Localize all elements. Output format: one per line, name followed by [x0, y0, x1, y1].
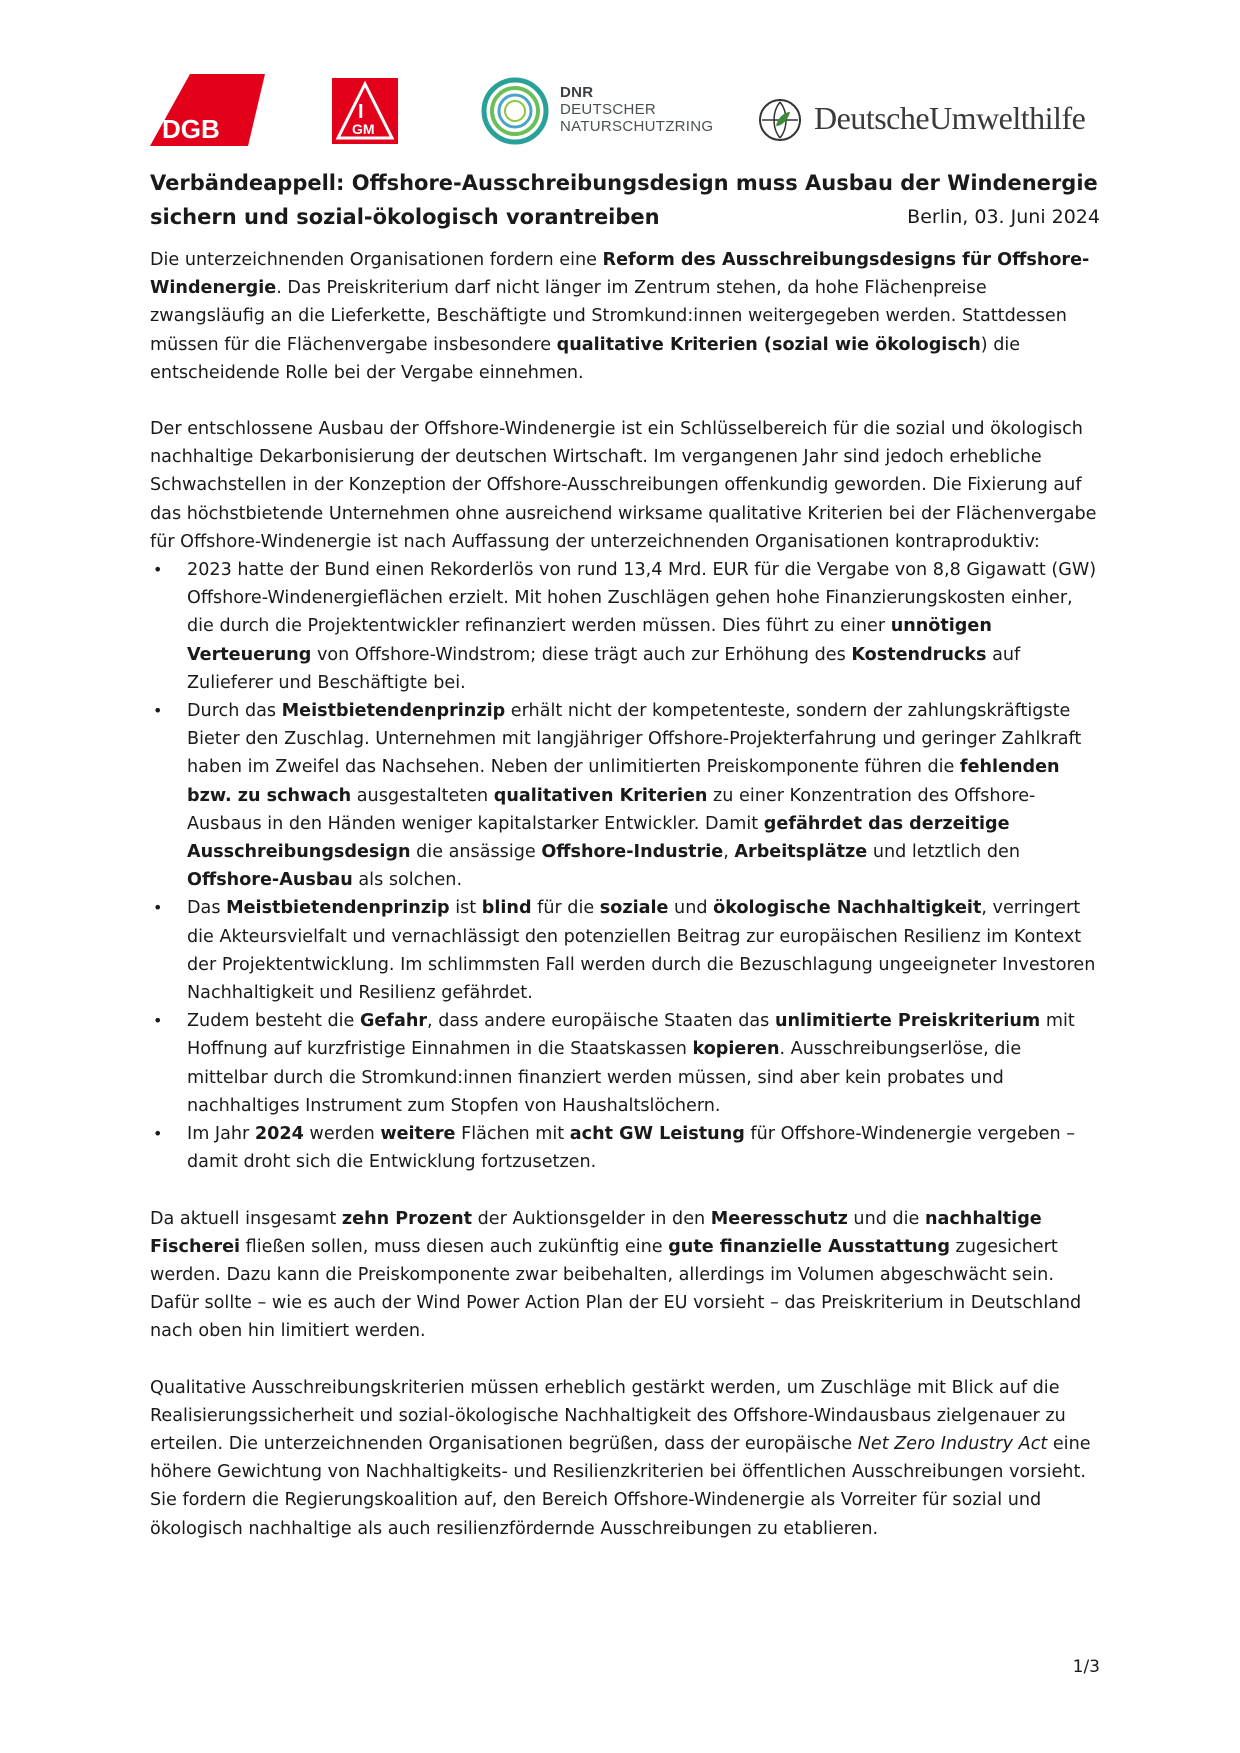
- logo-bar: [150, 72, 1100, 152]
- list-item: • Das Meistbietendenprinzip ist blind für die soziale und ökologische Nachhaltigkeit, verringert die Akteursvielfalt und vernachlässigt den potenziellen Beitrag zur europäischen Resilienz im Kontext der Projektentwicklung. Im schlimmsten Fall werden durch die Bezuschlagung ungeeigneter Investoren Nachhaltigkeit und Resilienz gefährdet.: [150, 894, 1100, 1007]
- bullet-icon: •: [153, 1124, 163, 1144]
- dnr-logo: [480, 76, 714, 146]
- duh-logo: [758, 98, 1098, 144]
- paragraph-funding: Da aktuell insgesamt zehn Prozent der Auktionsgelder in den Meeresschutz und die nachhaltige Fischerei fließen sollen, muss diesen auch zukünftig eine gute finanzielle Ausstattung zugesichert werden. Dazu kann die Preiskomponente zwar beibehalten, allerdings im Volumen abgeschwächt sein. Dafür sollte – wie es auch der Wind Power Action Plan der EU vorsieht – das Preiskriterium in Deutschland nach oben hin limitiert werden.: [150, 1208, 1082, 1342]
- document-date: Berlin, 03. Juni 2024: [907, 206, 1100, 228]
- svg-text:GM: GM: [352, 121, 375, 137]
- paragraph-context: Der entschlossene Ausbau der Offshore-Windenergie ist ein Schlüsselbereich für die sozial und ökologisch nachhaltige Dekarbonisierung der deutschen Wirtschaft. Im vergangenen Jahr sind jedoch erhebliche Schwachstellen in der Konzeption der Offshore-Ausschreibungen offenkundig geworden. Die Fixierung auf das höchstbietende Unternehmen ohne ausreichend wirksame qualitative Kriterien bei der Flächenvergabe für Offshore-Windenergie ist nach Auffassung der unterzeichnenden Organisationen kontraproduktiv:: [150, 419, 1097, 552]
- dgb-logo: [150, 74, 265, 146]
- svg-text:DGB: DGB: [162, 114, 220, 144]
- bullet-icon: •: [153, 1011, 163, 1031]
- duh-wordmark: DeutscheUmwelthilfe: [814, 100, 1086, 136]
- list-item: • 2023 hatte der Bund einen Rekorderlös von rund 13,4 Mrd. EUR für die Vergabe von 8,8 Gigawatt (GW) Offshore-Windenergieflächen erzielt. Mit hohen Zuschlägen gehen hohe Finanzierungskosten einher, die durch die Projektentwickler refinanziert werden müssen. Dies führt zu einer unnötigen Verteuerung von Offshore-Windstrom; diese trägt auch zur Erhöhung des Kostendrucks auf Zulieferer und Beschäftigte bei.: [150, 556, 1100, 697]
- document-title: [150, 166, 1100, 234]
- paragraph-qualitative: Qualitative Ausschreibungskriterien müssen erheblich gestärkt werden, um Zuschläge mit Blick auf die Realisierungssicherheit und sozial-ökologische Nachhaltigkeit des Offshore-Windausbaus zielgenauer zu erteilen. Die unterzeichnenden Organisationen begrüßen, dass der europäische Net Zero Industry Act eine höhere Gewichtung von Nachhaltigkeits- und Resilienzkriterien bei öffentlichen Ausschreibungen vorsieht. Sie fordern die Regierungskoalition auf, den Bereich Offshore-Windenergie als Vorreiter für sozial und ökologisch nachhaltige als auch resilienzfördernde Ausschreibungen zu etablieren.: [150, 1377, 1091, 1539]
- problem-list: [150, 556, 1100, 1176]
- bullet-icon: •: [153, 898, 163, 918]
- dnr-line1: DEUTSCHER: [560, 101, 657, 118]
- globe-icon: [758, 98, 802, 142]
- document-body: [150, 246, 1100, 1571]
- dnr-line2: NATURSCHUTZRING: [560, 118, 714, 135]
- svg-text:I: I: [358, 101, 364, 123]
- bullet-icon: •: [153, 560, 163, 580]
- paragraph-intro: Die unterzeichnenden Organisationen fordern eine Reform des Ausschreibungsdesigns für Offshore-Windenergie. Das Preiskriterium darf nicht länger im Zentrum stehen, da hohe Flächenpreise zwangsläufig an die Lieferkette, Beschäftigte und Stromkund:innen weitergegeben werden. Stattdessen müssen für die Flächenvergabe insbesondere qualitative Kriterien (sozial wie ökologisch) die entscheidende Rolle bei der Vergabe einnehmen.: [150, 250, 1090, 383]
- bullet-icon: •: [153, 701, 163, 721]
- list-item: • Im Jahr 2024 werden weitere Flächen mit acht GW Leistung für Offshore-Windenergie vergeben – damit droht sich die Entwicklung fortzusetzen.: [150, 1120, 1100, 1176]
- title-line-2: sichern und sozial-ökologisch vorantreiben: [150, 205, 660, 229]
- dnr-rings-icon: [480, 76, 550, 146]
- dnr-abbr: DNR: [560, 84, 594, 101]
- list-item: • Durch das Meistbietendenprinzip erhält nicht der kompetenteste, sondern der zahlungskräftigste Bieter den Zuschlag. Unternehmen mit langjähriger Offshore-Projekterfahrung und geringer Zahlkraft haben im Zweifel das Nachsehen. Neben der unlimitierten Preiskomponente führen die fehlenden bzw. zu schwach ausgestalteten qualitativen Kriterien zu einer Konzentration des Offshore-Ausbaus in den Händen weniger kapitalstarker Entwickler. Damit gefährdet das derzeitige Ausschreibungsdesign die ansässige Offshore-Industrie, Arbeitsplätze und letztlich den Offshore-Ausbau als solchen.: [150, 697, 1100, 894]
- title-line-1: Verbändeappell: Offshore-Ausschreibungsdesign muss Ausbau der Windenergie: [150, 171, 1098, 195]
- page-number: 1/3: [1072, 1657, 1100, 1677]
- list-item: • Zudem besteht die Gefahr, dass andere europäische Staaten das unlimitierte Preiskriterium mit Hoffnung auf kurzfristige Einnahmen in die Staatskassen kopieren. Ausschreibungserlöse, die mittelbar durch die Stromkund:innen finanziert werden müssen, sind aber kein probates und nachhaltiges Instrument zum Stopfen von Haushaltslöchern.: [150, 1007, 1100, 1120]
- ig-metall-logo: [332, 78, 398, 144]
